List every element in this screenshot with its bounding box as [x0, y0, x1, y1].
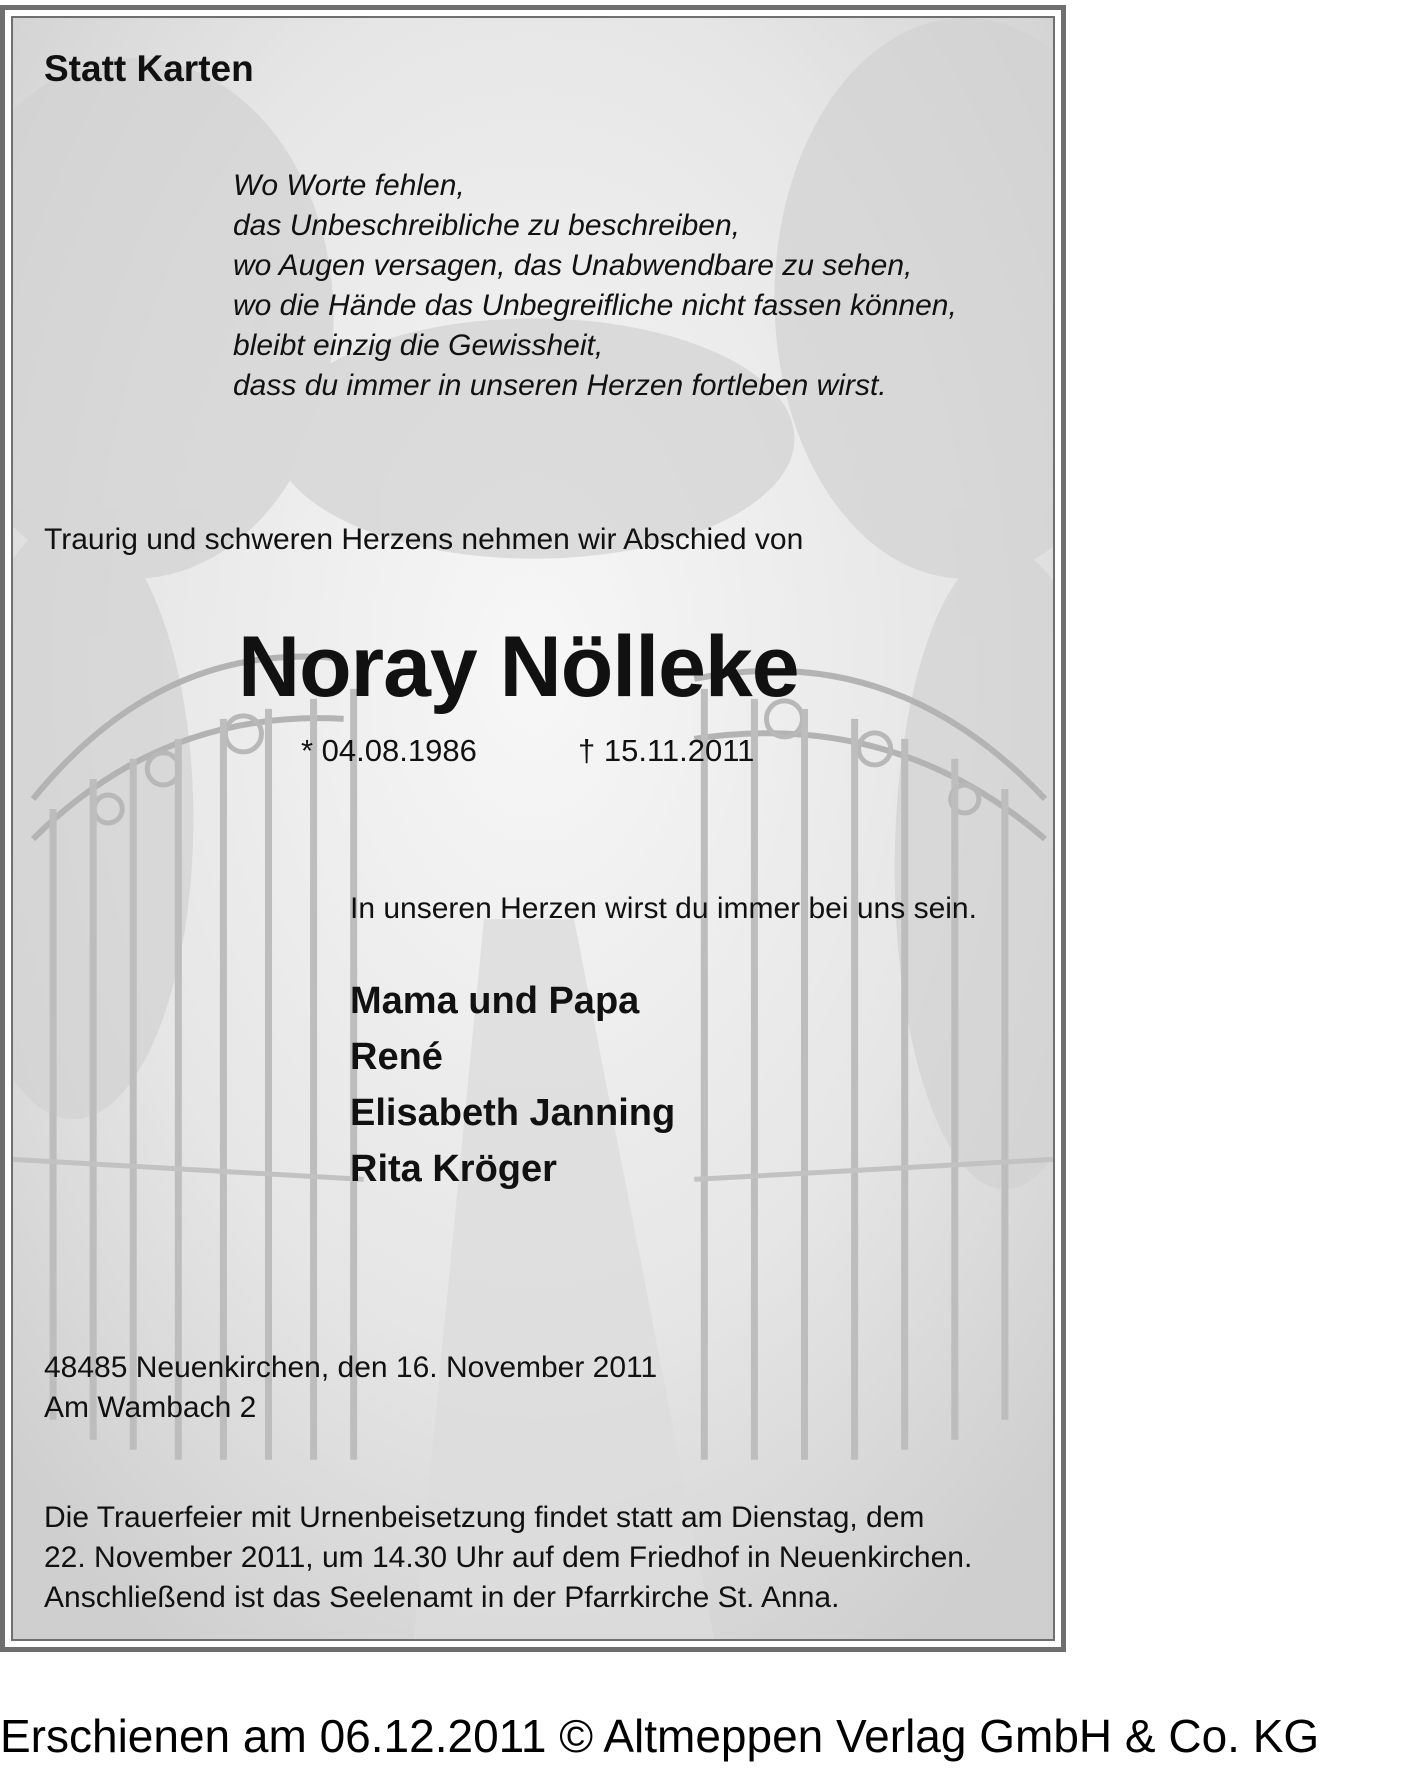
address: Am Wambach 2: [44, 1391, 257, 1424]
poem-line: wo die Hände das Unbegreifliche nicht fassen können,: [233, 289, 957, 322]
notice-frame: [11, 16, 1055, 1641]
poem-line: das Unbeschreibliche zu beschreiben,: [233, 209, 740, 242]
service-line: Anschließend ist das Seelenamt in der Pfarrkirche St. Anna.: [44, 1581, 840, 1614]
publication-credit: Erschienen am 06.12.2011 © Altmeppen Verlag GmbH & Co. KG: [0, 1710, 1320, 1762]
poem-line: Wo Worte fehlen,: [233, 169, 465, 202]
service-line: 22. November 2011, um 14.30 Uhr auf dem Friedhof in Neuenkirchen.: [44, 1541, 973, 1574]
poem-line: dass du immer in unseren Herzen fortleben wirst.: [233, 369, 887, 402]
obituary-notice: [0, 5, 1066, 1652]
mourner-name: René: [350, 1036, 443, 1078]
intro-text: Traurig und schweren Herzens nehmen wir Abschied von: [44, 523, 804, 556]
deceased-name: Noray Nölleke: [238, 619, 799, 715]
mourners-list: [350, 973, 675, 1197]
poem-line: bleibt einzig die Gewissheit,: [233, 329, 604, 362]
poem: [233, 166, 957, 406]
notice-header: Statt Karten: [44, 48, 254, 89]
place-date: 48485 Neuenkirchen, den 16. November 2011: [44, 1351, 658, 1384]
service-info: [44, 1498, 972, 1618]
mourner-name: Mama und Papa: [350, 980, 640, 1022]
mourner-name: Elisabeth Janning: [350, 1092, 676, 1134]
birth-date: * 04.08.1986: [301, 733, 477, 768]
death-date: † 15.11.2011: [578, 733, 755, 768]
poem-line: wo Augen versagen, das Unabwendbare zu sehen,: [233, 249, 913, 282]
closing-line: In unseren Herzen wirst du immer bei uns sein.: [350, 892, 977, 925]
service-line: Die Trauerfeier mit Urnenbeisetzung findet statt am Dienstag, dem: [44, 1501, 925, 1534]
mourner-name: Rita Kröger: [350, 1148, 557, 1190]
